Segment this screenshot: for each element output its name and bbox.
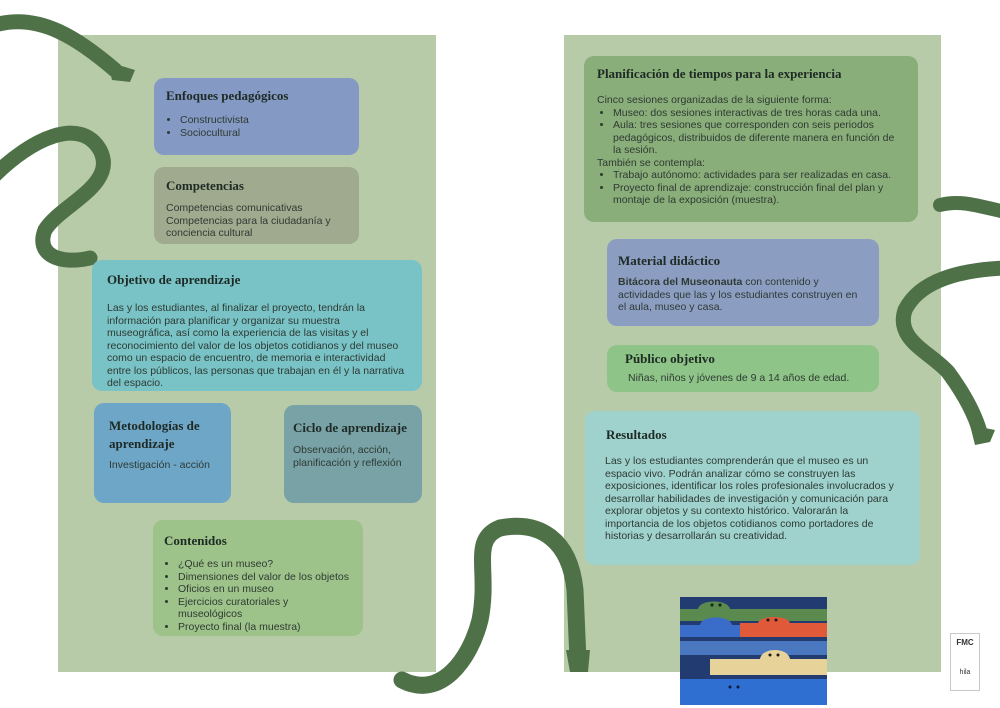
list-item: • Dimensiones del valor de los objetos — [178, 571, 352, 584]
ciclo-text: Observación, acción, planificación y reflexión — [293, 444, 402, 469]
logo-panel — [950, 633, 980, 691]
material-title: Material didáctico — [618, 253, 721, 268]
list-item: • Trabajo autónomo: actividades para ser realizadas en casa. — [613, 169, 905, 182]
publico-objetivo-card — [607, 345, 879, 392]
scribble-tip-right — [970, 425, 995, 445]
hila-logo: hila — [959, 669, 971, 676]
contenidos-card — [153, 520, 363, 636]
list-item: • Sociocultural — [180, 127, 347, 140]
metodologias-title: Metodologías de aprendizaje — [109, 418, 200, 451]
competencias-line: Competencias para la ciudadanía y — [166, 214, 331, 227]
resultados-text: Las y los estudiantes comprenderán que el museo es un espacio vivo. Podrán analizar cómo se construyen las exposiciones, identificar los roles profesionales involucrados y desarrollar habilidades de investigación y comunicación para explorar objetos y su contexto histórico. Valorarán la importancia de los objetos cotidianos como portadores de historias y desarrollarán su creatividad. — [605, 455, 894, 542]
list-item: • Proyecto final de aprendizaje: construcción final del plan y montaje de la exposición (muestra). — [613, 182, 905, 207]
objetivo-card — [92, 260, 422, 391]
publico-text: Niñas, niños y jóvenes de 9 a 14 años de edad. — [628, 372, 850, 384]
objetivo-text: Las y los estudiantes, al finalizar el proyecto, tendrán la información para planificar y organizar su muestra museográfica, así como la experiencia de las visitas y el reconocimiento del valor de los objetos cotidianos y del museo como un espacio de encuentro, de memoria e interactividad entre los públicos, las personas que trabajan en él y la narrativa del espacio. — [107, 302, 405, 389]
planificacion-middle: También se contempla: — [597, 156, 705, 169]
scribble-right-upper — [940, 203, 1000, 212]
material-bold: Bitácora del Museonauta — [618, 276, 743, 288]
list-item: • Constructivista — [180, 114, 347, 127]
publico-title: Público objetivo — [625, 351, 715, 366]
contenidos-list — [164, 558, 352, 633]
metodologias-card — [94, 403, 231, 503]
material-text — [618, 276, 868, 314]
metodologias-text: Investigación - acción — [109, 459, 210, 471]
competencias-line: Competencias comunicativas — [166, 202, 303, 214]
list-item: • Ejercicios curatoriales y museológicos — [178, 596, 352, 621]
list-item: • ¿Qué es un museo? — [178, 558, 352, 571]
list-item: • Aula: tres sesiones que corresponden con seis periodos pedagógicos, distribuidos de diferente manera en función de la sesión. — [613, 119, 905, 157]
planificacion-card — [584, 56, 918, 222]
planificacion-title: Planificación de tiempos para la experiencia — [597, 66, 842, 81]
material-didactico-card — [607, 239, 879, 326]
material-rest: con contenido y actividades que las y los estudiantes construyen en el aula, museo y casa. — [618, 276, 858, 313]
resultados-title: Resultados — [606, 427, 667, 442]
enfoques-title: Enfoques pedagógicos — [166, 88, 289, 103]
fmc-logo: FMC — [956, 638, 974, 647]
museum-illustration — [680, 597, 827, 705]
competencias-lines — [166, 202, 347, 240]
illustration-svg — [680, 597, 827, 705]
list-item: • Oficios en un museo — [178, 583, 352, 596]
list-item: • Museo: dos sesiones interactivas de tres horas cada una. — [613, 107, 905, 120]
ciclo-title: Ciclo de aprendizaje — [293, 420, 407, 435]
planificacion-list-a — [597, 107, 905, 157]
objetivo-title: Objetivo de aprendizaje — [107, 272, 241, 287]
competencias-title: Competencias — [166, 178, 244, 193]
list-item: • Proyecto final (la muestra) — [178, 621, 352, 634]
resultados-card — [585, 411, 920, 565]
contenidos-title: Contenidos — [164, 533, 227, 548]
enfoques-pedagogicos-card — [154, 78, 359, 155]
enfoques-list — [166, 114, 347, 139]
ciclo-card — [284, 405, 422, 503]
competencias-card — [154, 167, 359, 244]
competencias-line: conciencia cultural — [166, 227, 253, 239]
planificacion-list-b — [597, 169, 905, 207]
planificacion-intro: Cinco sesiones organizadas de la siguiente forma: — [597, 94, 832, 106]
